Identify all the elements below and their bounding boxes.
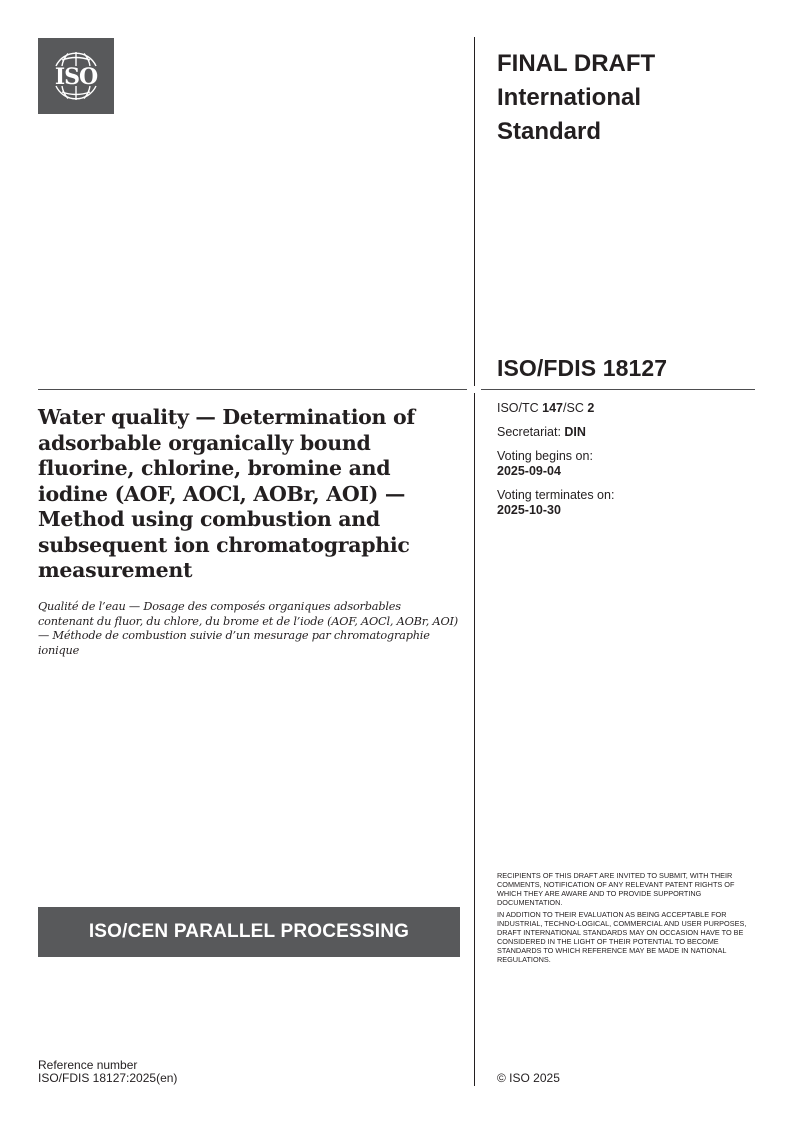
horizontal-divider-right [481,389,755,390]
voting-terminates [497,488,614,518]
horizontal-divider-left [38,389,467,390]
notice-paragraph-2: IN ADDITION TO THEIR EVALUATION AS BEING ACCEPTABLE FOR INDUSTRIAL, TECHNO-LOGICAL, COMMERCIAL AND USER PURPOSES, DRAFT INTERNATIONAL STANDARDS MAY ON OCCASION HAVE TO BE CONSIDERED IN THE LIGHT OF THEIR POTENTIAL TO BECOME STANDARDS TO WHICH REFERENCE MAY BE MADE IN NATIONAL REGULATIONS. [497,910,747,964]
committee [497,401,614,416]
vertical-divider [474,37,475,1086]
document-meta [497,401,614,527]
voting-terminates-date: 2025-10-30 [497,503,561,517]
patent-notice [497,871,759,967]
document-number: ISO/FDIS 18127 [497,355,668,381]
doc-type-line-3: Standard [497,118,602,145]
doc-type-line-1: FINAL DRAFT [497,50,656,77]
voting-begins-label: Voting begins on: [497,449,593,463]
copyright: © ISO 2025 [497,1071,560,1085]
iso-globe-logo-icon [38,38,114,114]
notice-paragraph-1: RECIPIENTS OF THIS DRAFT ARE INVITED TO SUBMIT, WITH THEIR COMMENTS, NOTIFICATION OF ANY RELEVANT PATENT RIGHTS OF WHICH THEY ARE AWARE AND TO PROVIDE SUPPORTING DOCUMENTATION. [497,871,735,907]
voting-begins [497,449,614,479]
banner-label: ISO/CEN PARALLEL PROCESSING [88,921,410,942]
committee-sc-label: /SC [563,401,588,415]
reference-number [38,1059,177,1085]
secretariat-value: DIN [564,425,586,439]
reference-value: ISO/FDIS 18127:2025(en) [38,1071,178,1085]
iso-logo [38,38,114,114]
divider-gap [470,386,480,393]
doc-type-line-2: International [497,84,642,111]
parallel-processing-banner [38,907,460,957]
committee-tc: 147 [542,401,564,415]
title-english: Water quality — Determination of adsorbable organically bound fluorine, chlorine, bromine and iodine (AOF, AOCl, AOBr, AOI) — Method using combustion and subsequent ion chromatographic measurement [38,405,415,582]
reference-label: Reference number [38,1058,138,1072]
document-type [497,47,655,149]
voting-terminates-label: Voting terminates on: [497,488,615,502]
committee-prefix: ISO/TC [497,401,543,415]
svg-text:ISO: ISO [54,64,98,90]
committee-sc: 2 [587,401,595,415]
voting-begins-date: 2025-09-04 [497,464,561,478]
secretariat-label: Secretariat: [497,425,565,439]
title-french: Qualité de l’eau — Dosage des composés organiques adsorbables contenant du fluor, du chlore, du brome et de l’iode (AOF, AOCl, AOBr, AOI) — Méthode de combustion suivie d’un mesurage par chromatographie ionique [38,600,459,657]
secretariat [497,425,614,440]
